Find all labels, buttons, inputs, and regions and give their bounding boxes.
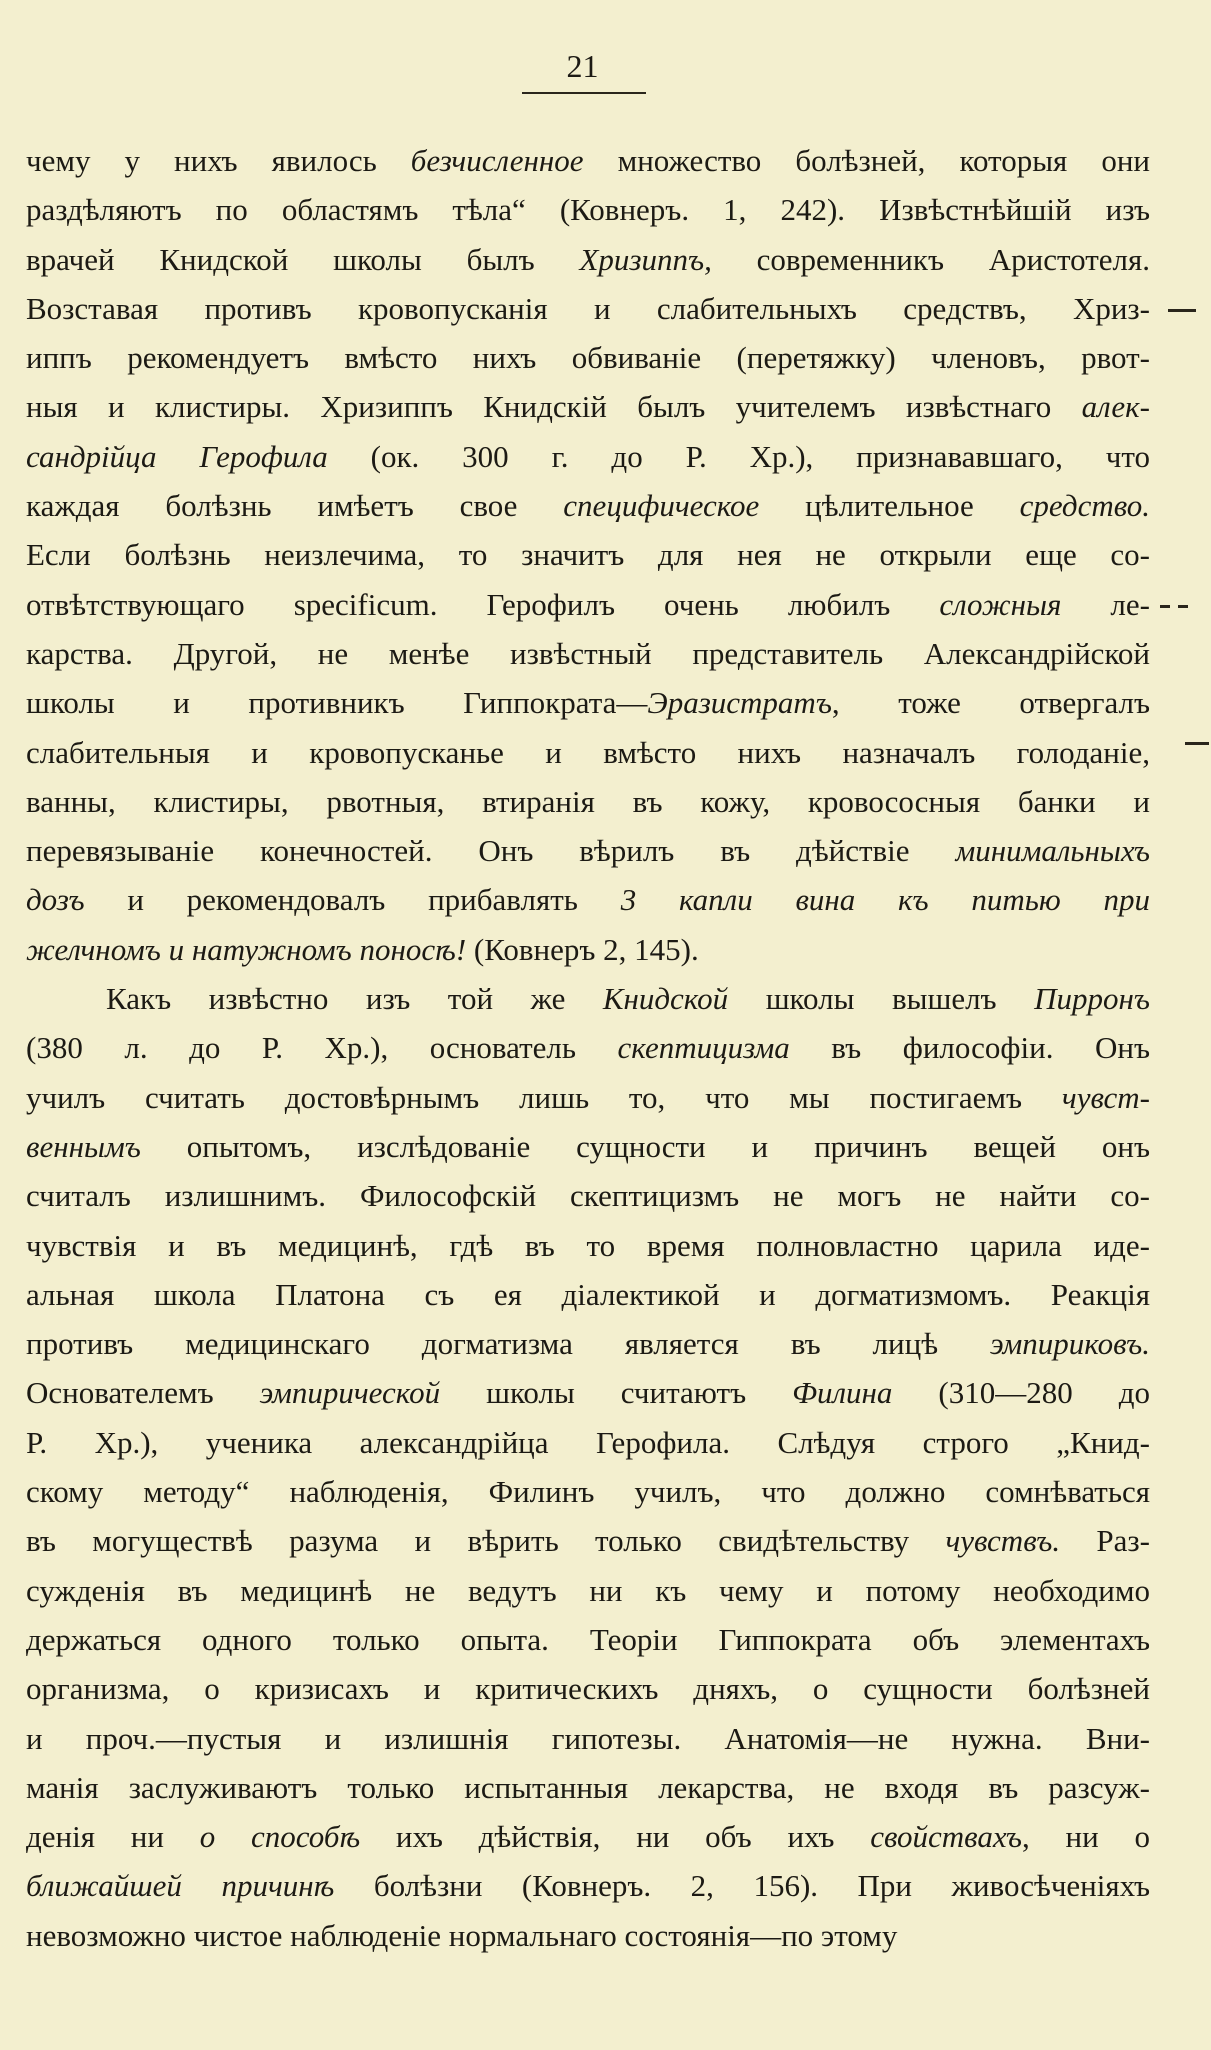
italic-term: чувствъ. bbox=[945, 1523, 1061, 1559]
italic-term: средство. bbox=[1019, 488, 1150, 524]
italic-term: эмпирической bbox=[259, 1375, 441, 1411]
text-segment: (380 л. до Р. Хр.), основатель bbox=[26, 1030, 618, 1066]
text-line bbox=[26, 1023, 1150, 1072]
text-line bbox=[26, 826, 1150, 875]
text-line bbox=[26, 382, 1150, 431]
text-segment: альная школа Платона съ ея діалектикой и догматизмомъ. Реакція bbox=[26, 1276, 1150, 1312]
text-segment: (Ковнеръ 2, 145). bbox=[466, 931, 699, 967]
text-line bbox=[26, 136, 1150, 185]
text-segment: болѣзни (Ковнеръ. 2, 156). При живосѣченіяхъ bbox=[334, 1868, 1150, 1904]
text-line bbox=[26, 728, 1150, 777]
text-segment: ныя и клистиры. Хризиппъ Книдскій былъ учителемъ извѣстнаго bbox=[26, 389, 1082, 425]
text-segment: цѣлительное bbox=[759, 488, 1020, 524]
text-line bbox=[26, 974, 1150, 1023]
page-number-rule bbox=[522, 92, 646, 94]
italic-term: веннымъ bbox=[26, 1128, 141, 1164]
italic-term: желчномъ и натужномъ поносѣ! bbox=[26, 931, 467, 967]
text-line bbox=[26, 235, 1150, 284]
text-segment: слабительныя и кровопусканье и вмѣсто нихъ назначалъ голоданіе, bbox=[26, 734, 1150, 770]
text-segment: Основателемъ bbox=[26, 1375, 260, 1411]
text-line bbox=[26, 1566, 1150, 1615]
text-line bbox=[26, 580, 1150, 629]
text-segment: чему у нихъ явилось bbox=[26, 143, 411, 178]
italic-term: Хризиппъ, bbox=[579, 241, 712, 277]
italic-term: о способѣ bbox=[199, 1819, 361, 1855]
text-segment: (ок. 300 г. до Р. Хр.), признававшаго, что bbox=[327, 438, 1150, 474]
text-line bbox=[26, 1122, 1150, 1171]
text-line bbox=[26, 1418, 1150, 1467]
italic-term: сложныя bbox=[939, 586, 1062, 622]
text-line bbox=[26, 1319, 1150, 1368]
text-line bbox=[26, 1368, 1150, 1417]
text-segment: считалъ излишнимъ. Философскій скептицизмъ не могъ не найти со- bbox=[26, 1178, 1150, 1214]
text-segment: , ни о bbox=[1021, 1819, 1150, 1855]
text-segment: врачей Книдской школы былъ bbox=[26, 241, 580, 277]
italic-term: эмпириковъ. bbox=[990, 1326, 1150, 1362]
text-segment: отвѣтствующаго specificum. Герофилъ очень любилъ bbox=[26, 586, 940, 622]
text-line bbox=[26, 1221, 1150, 1270]
margin-mark bbox=[1168, 309, 1196, 312]
margin-mark bbox=[1185, 742, 1209, 745]
text-segment: школы вышелъ bbox=[728, 981, 1035, 1017]
italic-term: 3 капли вина къ питью при bbox=[620, 882, 1150, 918]
body-text bbox=[26, 136, 1150, 1960]
page-number: 21 bbox=[566, 48, 599, 84]
text-segment: ванны, клистиры, рвотныя, втиранія въ кожу, кровососныя банки и bbox=[26, 783, 1150, 819]
text-segment: Какъ извѣстно изъ той же bbox=[106, 981, 603, 1017]
text-segment: противъ медицинскаго догматизма является въ лицѣ bbox=[26, 1326, 991, 1362]
text-line bbox=[26, 1516, 1150, 1565]
text-line bbox=[26, 1467, 1150, 1516]
italic-term: дозъ bbox=[26, 882, 85, 918]
text-segment: въ философіи. Онъ bbox=[789, 1030, 1150, 1066]
text-segment: раздѣляютъ по областямъ тѣла“ (Ковнеръ. 1, 242). Извѣстнѣйшій изъ bbox=[26, 192, 1150, 228]
italic-term: минимальныхъ bbox=[955, 833, 1150, 869]
italic-term: Филина bbox=[792, 1375, 893, 1411]
italic-term: алек- bbox=[1081, 389, 1150, 425]
text-segment: (310—280 до bbox=[892, 1375, 1150, 1411]
text-line bbox=[26, 284, 1150, 333]
text-line bbox=[26, 875, 1150, 924]
italic-term: ближайшей причинѣ bbox=[26, 1868, 335, 1904]
italic-term: специфическое bbox=[563, 488, 760, 524]
text-line bbox=[26, 1911, 1150, 1960]
text-line bbox=[26, 1861, 1150, 1910]
italic-term: Эразистратъ bbox=[647, 685, 832, 721]
text-line bbox=[26, 1615, 1150, 1664]
text-segment: денія ни bbox=[26, 1819, 200, 1855]
text-line bbox=[26, 481, 1150, 530]
text-line bbox=[26, 1073, 1150, 1122]
text-segment: современникъ Аристотеля. bbox=[711, 241, 1150, 277]
italic-term: Книдской bbox=[602, 981, 729, 1017]
italic-term: свойствахъ bbox=[870, 1819, 1022, 1855]
text-segment: невозможно чистое наблюденіе нормальнаго состоянія—по этому bbox=[26, 1917, 898, 1953]
text-segment: чувствія и въ медицинѣ, гдѣ въ то время полновластно царила иде- bbox=[26, 1227, 1150, 1263]
text-segment: Возставая противъ кровопусканія и слабительныхъ средствъ, Хриз- bbox=[26, 290, 1150, 326]
text-segment: Р. Хр.), ученика александрійца Герофила. Слѣдуя строго „Книд- bbox=[26, 1424, 1150, 1460]
text-line bbox=[26, 530, 1150, 579]
text-segment: иппъ рекомендуетъ вмѣсто нихъ обвиваніе (перетяжку) членовъ, рвот- bbox=[26, 340, 1150, 376]
text-segment: и проч.—пустыя и излишнія гипотезы. Анатомія—не нужна. Вни- bbox=[26, 1720, 1150, 1756]
text-segment: множество болѣзней, которыя они bbox=[583, 143, 1150, 178]
italic-term: Пирронъ bbox=[1034, 981, 1150, 1017]
text-segment: манія заслуживаютъ только испытанныя лекарства, не входя въ разсуж- bbox=[26, 1769, 1150, 1805]
text-segment: ле- bbox=[1061, 586, 1150, 622]
text-line bbox=[26, 1763, 1150, 1812]
text-segment: каждая болѣзнь имѣетъ свое bbox=[26, 488, 564, 524]
text-line bbox=[26, 678, 1150, 727]
text-line bbox=[26, 185, 1150, 234]
text-segment: и рекомендовалъ прибавлять bbox=[84, 882, 621, 918]
text-segment: карства. Другой, не менѣе извѣстный представитель Александрійской bbox=[26, 635, 1150, 671]
italic-term: чувст- bbox=[1061, 1079, 1150, 1115]
text-line bbox=[26, 777, 1150, 826]
text-segment: школы и противникъ Гиппократа— bbox=[26, 685, 648, 721]
italic-term: сандрійца Герофила bbox=[26, 438, 328, 474]
margin-mark bbox=[1178, 605, 1188, 608]
text-segment: Если болѣзнь неизлечима, то значитъ для нея не открыли еще со- bbox=[26, 537, 1150, 573]
text-line bbox=[26, 432, 1150, 481]
text-segment: , тоже отвергалъ bbox=[831, 685, 1150, 721]
text-line bbox=[26, 925, 1150, 974]
text-line bbox=[26, 1270, 1150, 1319]
text-line bbox=[26, 629, 1150, 678]
italic-term: безчисленное bbox=[410, 143, 584, 178]
text-line bbox=[26, 1171, 1150, 1220]
margin-mark bbox=[1160, 605, 1170, 608]
text-segment: въ могуществѣ разума и вѣрить только свидѣтельству bbox=[26, 1523, 946, 1559]
text-segment: школы считаютъ bbox=[440, 1375, 793, 1411]
text-segment: сужденія въ медицинѣ не ведутъ ни къ чему и потому необходимо bbox=[26, 1572, 1150, 1608]
text-segment: организма, о кризисахъ и критическихъ дняхъ, о сущности болѣзней bbox=[26, 1671, 1150, 1707]
text-segment: опытомъ, изслѣдованіе сущности и причинъ вещей онъ bbox=[140, 1128, 1150, 1164]
text-segment: скому методу“ наблюденія, Филинъ училъ, что должно сомнѣваться bbox=[26, 1474, 1150, 1510]
text-line bbox=[26, 1664, 1150, 1713]
text-line bbox=[26, 1812, 1150, 1861]
text-segment: Раз- bbox=[1060, 1523, 1150, 1559]
text-line bbox=[26, 1714, 1150, 1763]
text-segment: училъ считать достовѣрнымъ лишь то, что мы постигаемъ bbox=[26, 1079, 1062, 1115]
italic-term: скептицизма bbox=[617, 1030, 790, 1066]
text-line bbox=[26, 333, 1150, 382]
text-segment: держаться одного только опыта. Теоріи Гиппократа объ элементахъ bbox=[26, 1621, 1150, 1657]
text-segment: ихъ дѣйствія, ни объ ихъ bbox=[360, 1819, 871, 1855]
text-segment: перевязываніе конечностей. Онъ вѣрилъ въ дѣйствіе bbox=[26, 833, 956, 869]
